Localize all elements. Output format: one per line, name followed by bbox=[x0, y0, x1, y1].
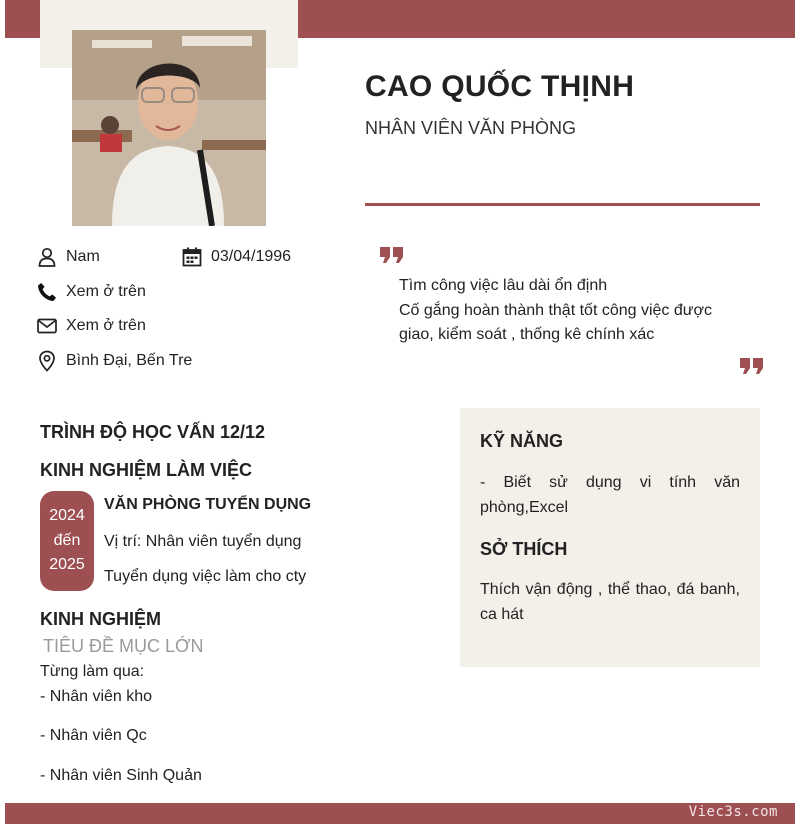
work-year-end: 2025 bbox=[49, 556, 85, 574]
objective-line: Tìm công việc lâu dài ổn định bbox=[399, 277, 608, 294]
quote-close-icon bbox=[740, 358, 764, 376]
divider bbox=[365, 203, 760, 206]
experience-subtitle: TIÊU ĐỀ MỤC LỚN bbox=[43, 636, 204, 656]
work-period-badge bbox=[40, 491, 94, 591]
location-pin-icon bbox=[37, 351, 57, 371]
birthday-value: 03/04/1996 bbox=[211, 248, 292, 265]
job-title: NHÂN VIÊN VĂN PHÒNG bbox=[365, 118, 577, 138]
hobbies-text: Thích vận động , thể thao, đá banh, ca hát bbox=[480, 581, 740, 623]
address-row bbox=[37, 351, 192, 371]
quote-open-icon bbox=[380, 247, 404, 265]
gender-value: Nam bbox=[66, 248, 100, 265]
list-item: - Nhân viên kho bbox=[40, 688, 153, 705]
objective-line: giao, kiểm soát , thống kê chính xác bbox=[399, 326, 655, 343]
work-year-start: 2024 bbox=[49, 507, 85, 525]
birthday-row bbox=[182, 247, 291, 267]
objective-line: Cố gắng hoàn thành thật tốt công việc được bbox=[399, 301, 712, 319]
work-experience-heading: KINH NGHIỆM LÀM VIỆC bbox=[40, 460, 253, 480]
skills-text: - Biết sử dụng vi tính văn phòng,Excel bbox=[480, 474, 740, 516]
address-value: Bình Đại, Bến Tre bbox=[66, 352, 193, 369]
work-description: Tuyển dụng việc làm cho cty bbox=[104, 568, 307, 585]
hobbies-heading: SỞ THÍCH bbox=[480, 539, 568, 559]
gender-row bbox=[37, 247, 100, 267]
person-icon bbox=[37, 247, 57, 267]
site-watermark: Viec3s.com bbox=[688, 804, 778, 820]
profile-photo bbox=[72, 30, 266, 226]
phone-row bbox=[37, 282, 146, 302]
candidate-name: CAO QUỐC THỊNH bbox=[365, 70, 635, 103]
experience-intro: Từng làm qua: bbox=[40, 663, 145, 680]
calendar-icon bbox=[182, 247, 202, 267]
work-company: VĂN PHÒNG TUYỂN DỤNG bbox=[104, 496, 312, 513]
career-objective bbox=[399, 274, 744, 348]
email-value: Xem ở trên bbox=[66, 317, 146, 334]
skills-heading: KỸ NĂNG bbox=[480, 431, 564, 451]
phone-icon bbox=[37, 282, 57, 302]
email-row bbox=[37, 316, 146, 336]
list-item: - Nhân viên Sinh Quản bbox=[40, 767, 202, 784]
list-item: - Nhân viên Qc bbox=[40, 727, 147, 744]
work-position: Vị trí: Nhân viên tuyển dụng bbox=[104, 533, 302, 550]
footer-band bbox=[5, 803, 795, 824]
envelope-icon bbox=[37, 316, 57, 336]
education-heading: TRÌNH ĐỘ HỌC VẤN 12/12 bbox=[40, 422, 266, 442]
experience-heading: KINH NGHIỆM bbox=[40, 609, 161, 629]
work-year-separator: đến bbox=[53, 531, 81, 549]
phone-value: Xem ở trên bbox=[66, 283, 146, 300]
